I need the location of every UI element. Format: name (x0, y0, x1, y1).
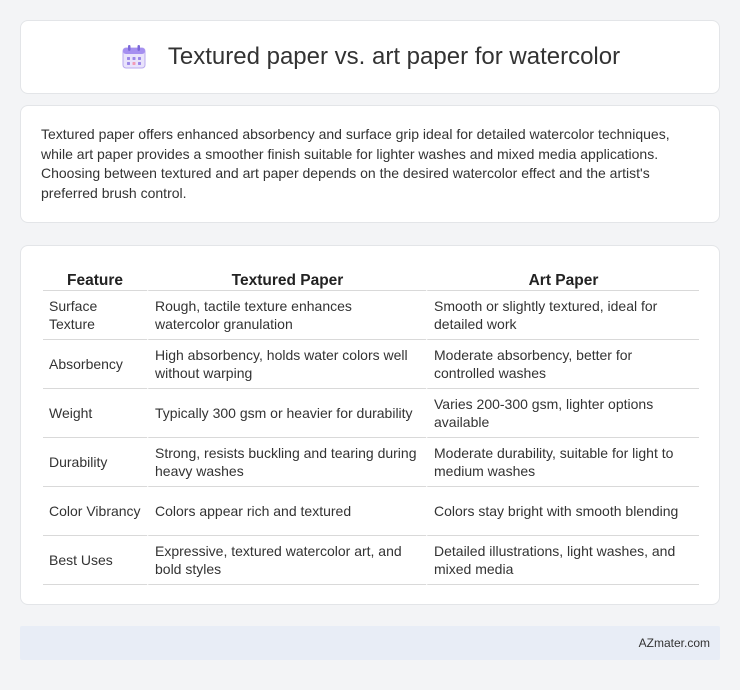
feature-cell: Durability (43, 438, 147, 487)
table-row (43, 291, 699, 340)
art-cell: Colors stay bright with smooth blending (426, 487, 699, 536)
comparison-card (20, 245, 720, 605)
footer-brand[interactable]: AZmater.com (638, 636, 710, 650)
textured-cell: Typically 300 gsm or heavier for durability (147, 389, 426, 438)
footer (20, 626, 720, 660)
textured-cell: Expressive, textured watercolor art, and bold styles (147, 536, 426, 585)
feature-cell: Absorbency (43, 340, 147, 389)
feature-cell: Best Uses (43, 536, 147, 585)
textured-cell: High absorbency, holds water colors well without warping (147, 340, 426, 389)
title-card (20, 20, 720, 94)
feature-cell: Color Vibrancy (43, 487, 147, 536)
art-cell: Smooth or slightly textured, ideal for detailed work (426, 291, 699, 340)
calendar-icon (120, 43, 148, 71)
header-art-paper: Art Paper (426, 266, 699, 291)
intro-text: Textured paper offers enhanced absorbency and surface grip ideal for detailed watercolor techniques, while art paper provides a smoother finish suitable for lighter washes and mixed media applications. Choosing between textured and art paper depends on the desired watercolor effect and the artist's preferred brush control. (41, 126, 670, 201)
table-row (43, 487, 699, 536)
table-row (43, 340, 699, 389)
intro-card (20, 105, 720, 223)
table-row (43, 536, 699, 585)
art-cell: Moderate durability, suitable for light to medium washes (426, 438, 699, 487)
header-feature: Feature (43, 266, 147, 291)
art-cell: Detailed illustrations, light washes, and mixed media (426, 536, 699, 585)
textured-cell: Colors appear rich and textured (147, 487, 426, 536)
table-row (43, 438, 699, 487)
textured-cell: Strong, resists buckling and tearing during heavy washes (147, 438, 426, 487)
art-cell: Varies 200-300 gsm, lighter options available (426, 389, 699, 438)
table-row (43, 389, 699, 438)
feature-cell: Weight (43, 389, 147, 438)
table-header-row (43, 266, 699, 291)
page-title: Textured paper vs. art paper for watercolor (167, 43, 621, 70)
header-textured-paper: Textured Paper (147, 266, 426, 291)
feature-cell: Surface Texture (43, 291, 147, 340)
art-cell: Moderate absorbency, better for controlled washes (426, 340, 699, 389)
textured-cell: Rough, tactile texture enhances watercolor granulation (147, 291, 426, 340)
comparison-table (43, 266, 699, 585)
